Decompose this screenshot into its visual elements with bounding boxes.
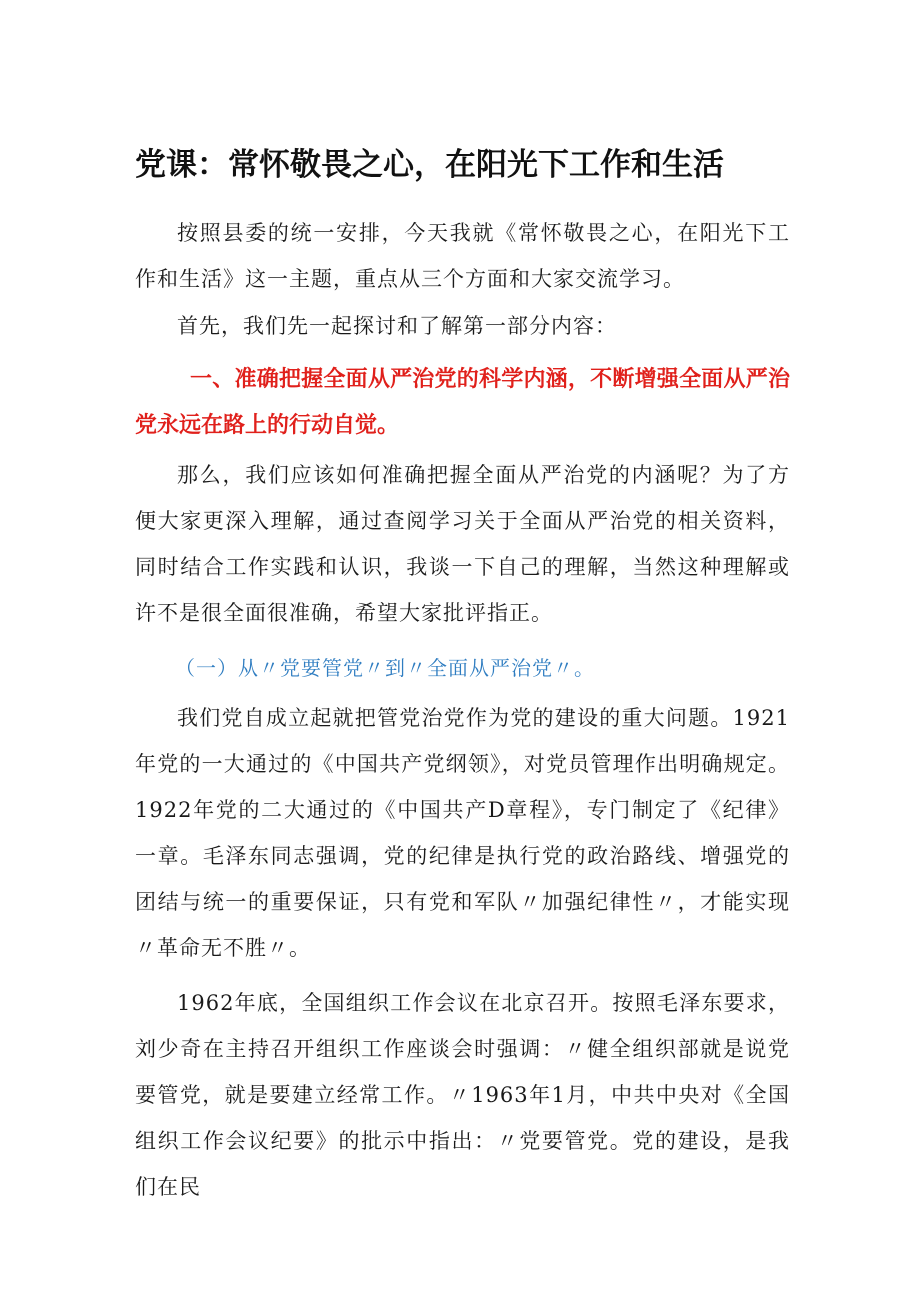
section-heading-1: 一、准确把握全面从严治党的科学内涵，不断增强全面从严治党永远在路上的行动自觉。	[135, 367, 790, 438]
subsection-1-paragraph-2: 1962年底，全国组织工作会议在北京召开。按照毛泽东要求，刘少奇在主持召开组织工作座谈会时强调：〃健全组织部就是说党要管党，就是要建立经常工作。〃1963年1月，中共中央对《全国组织工作会议纪要》的批示中指出：〃党要管党。党的建设，是我们在民	[135, 991, 790, 1199]
subsection-1-paragraph-1: 我们党自成立起就把管党治党作为党的建设的重大问题。1921年党的一大通过的《中国共产党纲领》，对党员管理作出明确规定。1922年党的二大通过的《中国共产D章程》，专门制定了《纪律》一章。毛泽东同志强调，党的纪律是执行党的政治路线、增强党的团结与统一的重要保证，只有党和军队〃加强纪律性〃，才能实现〃革命无不胜〃。	[135, 706, 790, 960]
section-1-paragraph: 那么，我们应该如何准确把握全面从严治党的内涵呢？为了方便大家更深入理解，通过查阅学习关于全面从严治党的相关资料，同时结合工作实践和认识，我谈一下自己的理解，当然这种理解或许不是很全面很准确，希望大家批评指正。	[135, 463, 790, 625]
intro-paragraph: 按照县委的统一安排，今天我就《常怀敬畏之心，在阳光下工作和生活》这一主题，重点从三个方面和大家交流学习。	[135, 221, 790, 291]
subsection-heading-1: （一）从〃党要管党〃到〃全面从严治党〃。	[175, 656, 595, 680]
transition-paragraph: 首先，我们先一起探讨和了解第一部分内容：	[177, 314, 617, 338]
document-title: 党课：常怀敬畏之心，在阳光下工作和生活	[135, 147, 724, 183]
